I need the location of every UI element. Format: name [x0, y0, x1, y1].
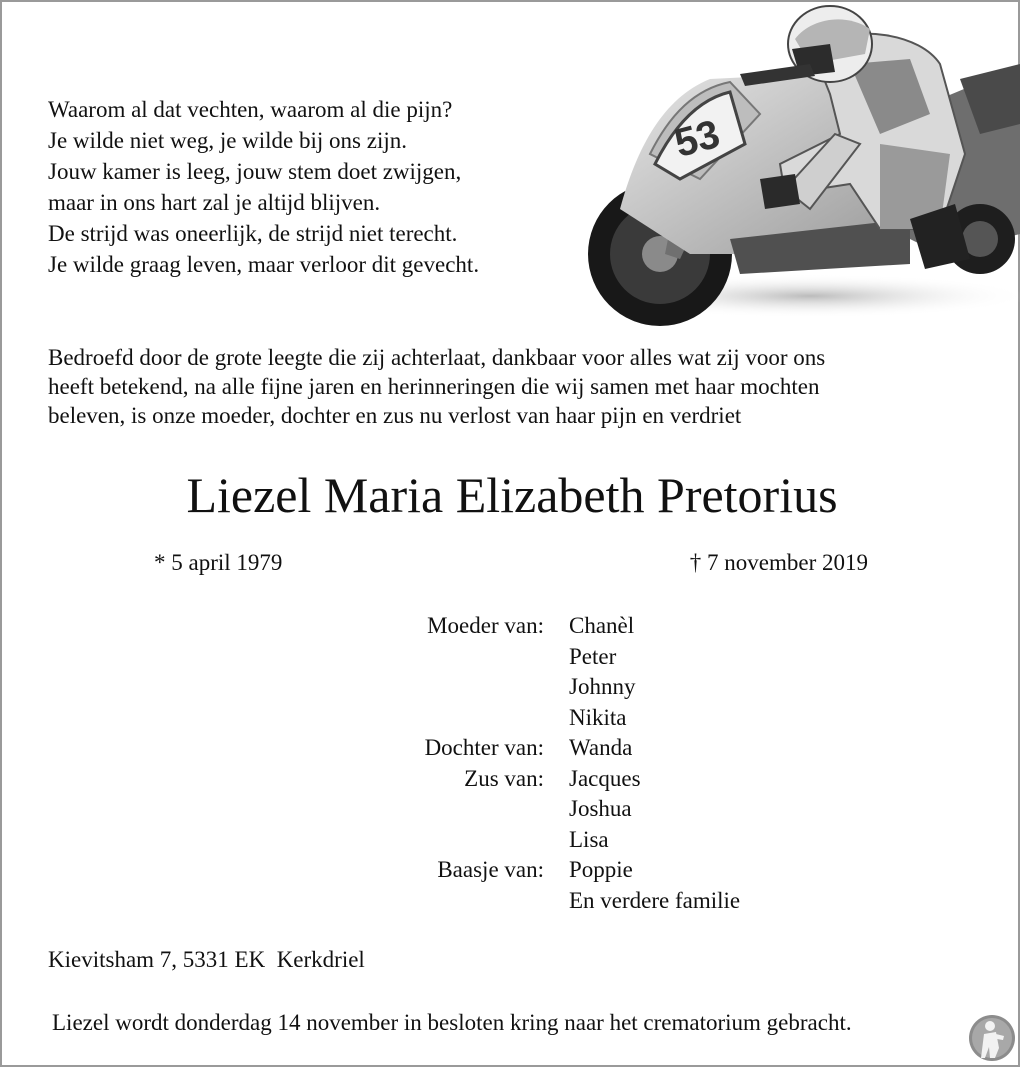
family-relation: Zus van:: [464, 765, 544, 791]
family-member: Peter: [569, 643, 617, 669]
family-row: [2, 642, 1022, 673]
family-relation: Baasje van:: [437, 857, 544, 882]
family-row: [2, 886, 1022, 917]
family-row: [2, 733, 1022, 764]
family-member: Jacques: [569, 765, 641, 791]
birth-date: * 5 april 1979: [154, 550, 283, 575]
family-row: [2, 764, 1022, 795]
death-date: † 7 november 2019: [689, 550, 868, 575]
family-relation: Moeder van:: [427, 613, 544, 638]
funeral-notice: Liezel wordt donderdag 14 november in besloten kring naar het crematorium gebracht.: [52, 1010, 852, 1035]
family-member: En verdere familie: [569, 887, 741, 913]
poem-line: Waarom al dat vechten, waarom al die pijn?: [48, 97, 453, 122]
family-row: [2, 825, 1022, 856]
family-relation: Dochter van:: [424, 735, 544, 760]
family-row: [2, 794, 1022, 825]
family-member: Nikita: [569, 704, 627, 730]
family-list: [2, 611, 1022, 916]
intro-line: Bedroefd door de grote leegte die zij achterlaat, dankbaar voor alles wat zij voor ons: [48, 345, 826, 370]
family-member: Wanda: [569, 735, 633, 760]
intro-line: beleven, is onze moeder, dochter en zus nu verlost van haar pijn en verdriet: [48, 403, 742, 428]
family-row: [2, 703, 1022, 734]
poem-line: Jouw kamer is leeg, jouw stem doet zwijgen,: [48, 159, 462, 184]
intro-text: [48, 343, 988, 430]
poem: [48, 94, 479, 280]
family-member: Lisa: [569, 826, 609, 852]
motorcycle-racer-photo: [580, 4, 1020, 329]
poem-line: maar in ons hart zal je altijd blijven.: [48, 190, 381, 215]
deceased-name: Liezel Maria Elizabeth Pretorius: [186, 467, 838, 523]
family-row: [2, 855, 1022, 886]
family-member: Poppie: [569, 857, 633, 882]
poem-line: Je wilde niet weg, je wilde bij ons zijn.: [48, 128, 407, 153]
poem-line: Je wilde graag leven, maar verloor dit gevecht.: [48, 252, 480, 277]
family-member: Johnny: [569, 674, 636, 699]
family-row: [2, 611, 1022, 642]
family-member: Joshua: [569, 796, 632, 821]
family-row: [2, 672, 1022, 703]
address: Kievitsham 7, 5331 EK Kerkdriel: [48, 947, 365, 972]
race-number: 53: [670, 111, 725, 166]
intro-line: heeft betekend, na alle fijne jaren en herinneringen die wij samen met haar mochten: [48, 374, 820, 399]
family-member: Chanèl: [569, 613, 635, 638]
poem-line: De strijd was oneerlijk, de strijd niet terecht.: [48, 221, 458, 246]
memorial-figure-icon: [968, 1014, 1016, 1062]
